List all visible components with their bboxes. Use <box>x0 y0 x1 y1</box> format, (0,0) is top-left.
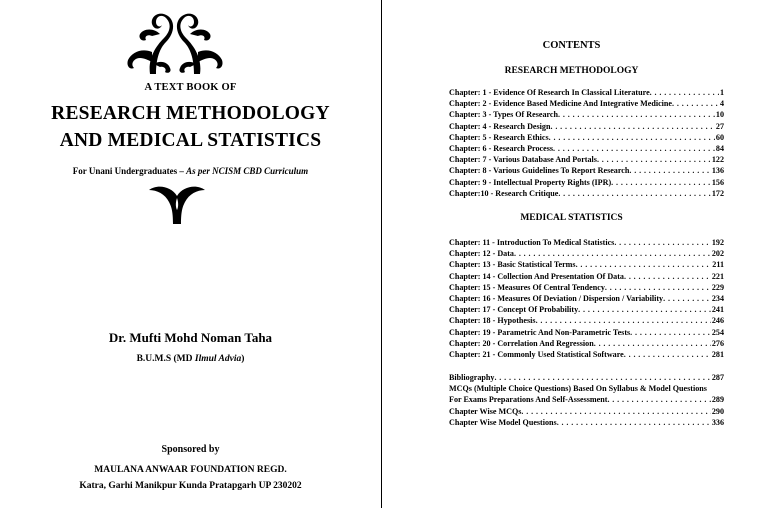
toc-entry-exam-preparation <box>449 394 724 405</box>
toc-entry-page: 122 <box>711 155 724 165</box>
toc-entry-label: Chapter: 12 - Data <box>449 249 514 259</box>
toc-entry-label: Chapter: 18 - Hypothesis <box>449 316 536 326</box>
toc-entry-page: 84 <box>715 143 724 153</box>
audience-line <box>0 166 381 176</box>
toc-entry-label: Chapter: 14 - Collection And Presentation Of Data <box>449 271 624 281</box>
toc-entry-label: Bibliography <box>449 373 495 382</box>
toc-entry <box>449 87 724 98</box>
toc-entry-page: 10 <box>715 110 724 120</box>
toc-entry-page: 4 <box>719 99 724 109</box>
toc-entry <box>449 237 724 248</box>
toc-entry <box>449 154 724 165</box>
degree-prefix: B.U.M.S (MD <box>136 354 195 364</box>
toc-entry-label: Chapter: 4 - Research Design <box>449 121 551 131</box>
toc-entry-page: 287 <box>711 373 724 382</box>
toc-entry-page: 156 <box>711 177 724 187</box>
toc-entry-label: Chapter: 21 - Commonly Used Statistical Software <box>449 349 624 359</box>
toc-entry-page: 211 <box>712 260 724 270</box>
degree-specialty: Ilmul Advia <box>194 354 242 364</box>
toc-entry-label: Chapter: 7 - Various Database And Portals <box>449 155 597 165</box>
toc-entry <box>449 271 724 282</box>
toc-entry-page: 27 <box>715 121 724 131</box>
toc-entry-label: Chapter: 1 - Evidence Of Research In Classical Literature <box>449 88 650 97</box>
toc-entry <box>449 248 724 259</box>
toc-entry-page: 234 <box>711 293 724 303</box>
sponsor-name: MAULANA ANWAAR FOUNDATION REGD. <box>94 465 287 475</box>
book-title-line2: AND MEDICAL STATISTICS <box>59 130 322 151</box>
sponsored-label: Sponsored by <box>161 444 220 455</box>
toc-entry-page: 136 <box>711 166 724 176</box>
toc-entry-label: For Exams Preparations And Self-Assessment <box>449 395 608 405</box>
toc-entry-label: Chapter: 15 - Measures Of Central Tendency <box>449 282 605 292</box>
toc-entry <box>449 349 724 360</box>
toc-entry-label: Chapter:10 - Research Critique <box>449 188 559 198</box>
toc-entry-page: 246 <box>711 316 724 326</box>
toc-back-matter <box>449 372 724 428</box>
section-title-research-methodology: RESEARCH METHODOLOGY <box>504 66 639 76</box>
toc-entry-bibliography <box>449 372 724 383</box>
toc-entry-chapter-wise-model-questions <box>449 417 724 428</box>
toc-entry-page: 60 <box>715 132 724 142</box>
toc-entry-label: Chapter: 9 - Intellectual Property Rights (IPR) <box>449 177 612 187</box>
toc-entry-label: Chapter Wise MCQs <box>449 406 522 416</box>
toc-entry-label: Chapter: 6 - Research Process <box>449 143 553 153</box>
toc-entry <box>449 293 724 304</box>
toc-entry-label: Chapter Wise Model Questions <box>449 417 557 427</box>
curriculum-note: As per NCISM CBD Curriculum <box>186 166 309 176</box>
toc-entry <box>449 188 724 199</box>
toc-entry-label: Chapter: 19 - Parametric And Non-Parametric Tests <box>449 327 631 337</box>
degree-suffix: ) <box>241 354 245 364</box>
toc-entry <box>449 98 724 109</box>
toc-entry-label: Chapter: 2 - Evidence Based Medicine And Integrative Medicine <box>449 99 673 109</box>
textbook-label: A TEXT BOOK OF <box>144 82 237 93</box>
toc-entry-page: 281 <box>711 349 724 359</box>
toc-entry <box>449 282 724 293</box>
toc-entry-mcq-heading <box>449 383 724 394</box>
toc-entry-label: Chapter: 8 - Various Guidelines To Report Research <box>449 166 630 176</box>
toc-entry <box>449 121 724 132</box>
sponsor-address: Katra, Garhi Manikpur Kunda Pratapgarh UP 230202 <box>79 481 302 491</box>
section-title-medical-statistics: MEDICAL STATISTICS <box>520 213 623 223</box>
fleuron-ornament-icon <box>145 182 209 224</box>
audience-prefix: For Unani Undergraduates – <box>72 166 187 176</box>
author-degree <box>0 354 381 364</box>
page-divider <box>381 0 382 508</box>
toc-entry-page: 192 <box>711 238 724 247</box>
toc-entry-label: MCQs (Multiple Choice Questions) Based On Syllabus & Model Questions <box>449 384 707 394</box>
toc-entry <box>449 132 724 143</box>
contents-title: CONTENTS <box>542 40 601 51</box>
toc-entry <box>449 109 724 120</box>
author-name: Dr. Mufti Mohd Noman Taha <box>108 330 273 345</box>
toc-entry-label: Chapter: 20 - Correlation And Regression <box>449 338 594 348</box>
toc-entry-page: 1 <box>719 88 724 97</box>
toc-entry-label: Chapter: 16 - Measures Of Deviation / Dispersion / Variability <box>449 293 664 303</box>
toc-entry <box>449 165 724 176</box>
toc-entry <box>449 177 724 188</box>
toc-entry-page: 241 <box>711 305 724 315</box>
toc-entry <box>449 315 724 326</box>
toc-research-methodology <box>449 87 724 199</box>
toc-entry-label: Chapter: 3 - Types Of Research <box>449 110 559 120</box>
toc-entry-page: 202 <box>711 249 724 259</box>
contents-page <box>383 0 760 508</box>
toc-entry-page: 254 <box>711 327 724 337</box>
toc-entry <box>449 338 724 349</box>
toc-entry-page: 336 <box>711 417 724 427</box>
toc-entry <box>449 143 724 154</box>
toc-entry-page: 276 <box>711 338 724 348</box>
toc-entry-page: 289 <box>711 395 724 405</box>
book-title-line1: RESEARCH METHODOLOGY <box>51 103 330 124</box>
toc-entry-page: 221 <box>711 271 724 281</box>
toc-entry-label: Chapter: 17 - Concept Of Probability <box>449 305 579 315</box>
toc-entry-label: Chapter: 11 - Introduction To Medical Statistics <box>449 238 615 247</box>
toc-entry <box>449 304 724 315</box>
toc-entry-page: 229 <box>711 282 724 292</box>
toc-entry-chapter-wise-mcqs <box>449 406 724 417</box>
toc-entry-page: 172 <box>711 188 724 198</box>
toc-entry-page: 290 <box>711 406 724 416</box>
floral-ornament-icon <box>120 12 230 76</box>
toc-entry <box>449 259 724 270</box>
toc-entry <box>449 327 724 338</box>
toc-entry-label: Chapter: 5 - Research Ethics <box>449 132 549 142</box>
toc-medical-statistics <box>449 237 724 360</box>
toc-entry-label: Chapter: 13 - Basic Statistical Terms <box>449 260 576 270</box>
